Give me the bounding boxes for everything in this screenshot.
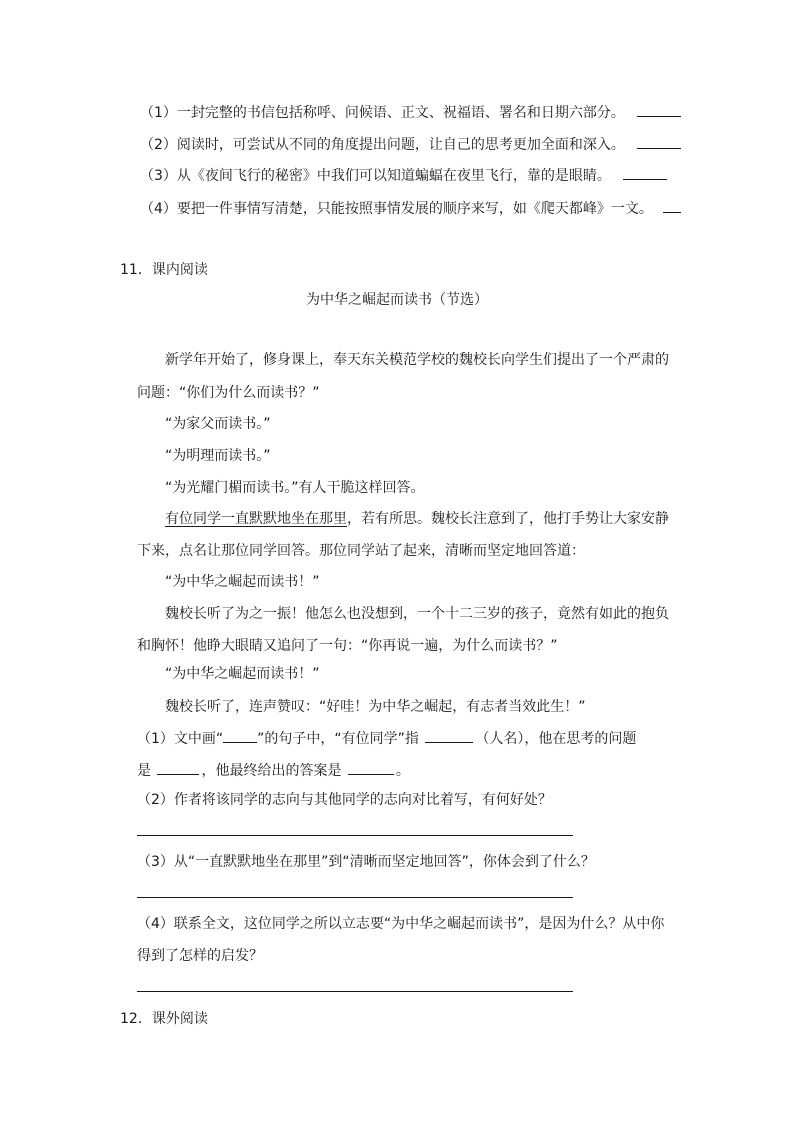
- sub-question-text: 是: [137, 763, 151, 779]
- underlined-sentence: 有位同学一直默默地坐在那里: [165, 511, 347, 527]
- sub-question-2: （2）作者将该同学的志向与其他同学的志向对比着写，有何好处？: [137, 792, 552, 808]
- dialogue-line: “为光耀门楣而读书。”有人干脆这样回答。: [165, 480, 425, 496]
- passage-paragraph-2: [165, 509, 669, 529]
- judgment-number: （4）: [140, 201, 177, 217]
- answer-blank-name[interactable]: [425, 728, 473, 743]
- passage-paragraph-4: 魏校长听了，连声赞叹：“好哇！为中华之崛起，有志者当效此生！”: [165, 699, 586, 715]
- passage-paragraph-2-cont: 下来，点名让那位同学回答。那位同学站了起来，清晰而坚定地回答道：: [137, 543, 585, 559]
- answer-blank[interactable]: [623, 165, 667, 180]
- answer-blank[interactable]: [637, 102, 681, 117]
- judgment-item-3: [140, 165, 669, 186]
- passage-paragraph-3-cont: 和胸怀！他睁大眼睛又追问了一句：“你再说一遍，为什么而读书？”: [137, 638, 558, 654]
- passage-paragraph-1: 新学年开始了，修身课上，奉天东关模范学校的魏校长向学生们提出了一个严肃的: [165, 352, 669, 368]
- sub-question-text: （人名），他在思考的问题: [475, 731, 637, 747]
- answer-blank[interactable]: [663, 198, 681, 213]
- sub-question-text: （1）文中画“: [137, 731, 224, 747]
- sub-question-4: （4）联系全文，这位同学之所以立志要“为中华之崛起而读书”，是因为什么？从中你: [137, 916, 665, 932]
- answer-line[interactable]: [137, 835, 573, 836]
- answer-blank-question[interactable]: [157, 760, 199, 775]
- underline-marker: [223, 728, 257, 743]
- answer-blank-answer[interactable]: [348, 760, 394, 775]
- judgment-number: （1）: [140, 105, 177, 121]
- judgment-number: （3）: [140, 168, 177, 184]
- sub-question-4-cont: 得到了怎样的启发？: [137, 948, 263, 964]
- answer-line[interactable]: [137, 897, 573, 898]
- judgment-number: （2）: [140, 137, 177, 153]
- dialogue-line: “为家父而读书。”: [165, 416, 271, 432]
- judgment-text: 从《夜间飞行的秘密》中我们可以知道蝙蝠在夜里飞行，靠的是眼睛。: [176, 168, 611, 184]
- answer-line[interactable]: [137, 991, 573, 992]
- judgment-text: 一封完整的书信包括称呼、问候语、正文、祝福语、署名和日期六部分。: [176, 105, 625, 121]
- judgment-item-4: [140, 198, 683, 219]
- judgment-text: 要把一件事情写清楚，只能按照事情发展的顺序来写，如《爬天都峰》一文。: [176, 201, 653, 217]
- sub-question-text: ，他最终给出的答案是: [201, 763, 342, 779]
- dialogue-line: “为中华之崛起而读书！”: [165, 666, 320, 682]
- paragraph-text: ，若有所思。魏校长注意到了，他打手势让大家安静: [347, 511, 669, 527]
- passage-paragraph-1-cont: 问题：“你们为什么而读书？”: [137, 385, 320, 401]
- sub-question-text: ”的句子中，“有位同学”指: [257, 731, 419, 747]
- judgment-item-2: [140, 134, 683, 155]
- answer-blank[interactable]: [637, 134, 681, 149]
- sub-question-text: 。: [395, 763, 410, 779]
- dialogue-line: “为明理而读书。”: [165, 448, 271, 464]
- sub-question-3: （3）从“一直默默地坐在那里”到“清晰而坚定地回答”，你体会到了什么？: [137, 854, 595, 870]
- passage-title: 为中华之崛起而读书（节选）: [306, 292, 488, 308]
- passage-paragraph-3: 魏校长听了为之一振！他怎么也没想到，一个十二三岁的孩子，竟然有如此的抱负: [165, 606, 669, 622]
- sub-question-1-cont: [137, 760, 410, 781]
- judgment-text: 阅读时，可尝试从不同的角度提出问题，让自己的思考更加全面和深入。: [176, 137, 625, 153]
- dialogue-line: “为中华之崛起而读书！”: [165, 574, 320, 590]
- judgment-item-1: [140, 102, 683, 123]
- question-12-label: 12．课外阅读: [120, 1011, 208, 1027]
- sub-question-1: [137, 728, 636, 749]
- question-11-label: 11．课内阅读: [120, 262, 208, 278]
